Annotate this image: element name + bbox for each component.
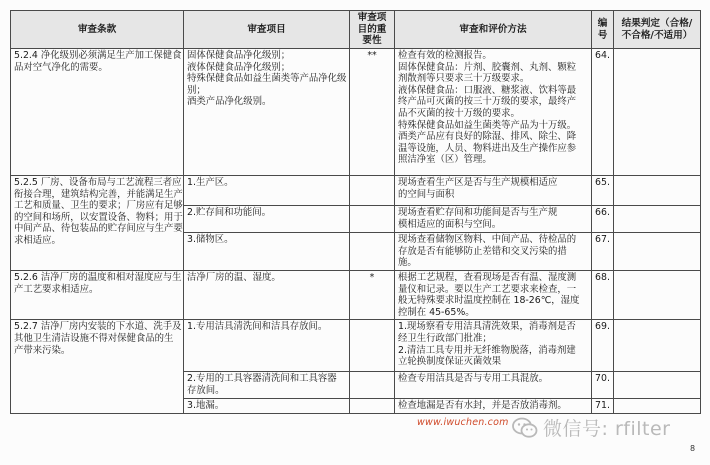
method-line: 固体保健食品：片剂、胶囊剂、丸剂、颗粒 bbox=[398, 61, 577, 73]
item-line: 3.地漏。 bbox=[187, 400, 225, 412]
table-header-row bbox=[11, 11, 701, 49]
method-cell bbox=[395, 49, 592, 176]
item-cell bbox=[184, 233, 350, 271]
item-line: 特殊保健食品如益生菌类等产品净化级 bbox=[187, 73, 347, 85]
result-cell[interactable] bbox=[614, 206, 701, 233]
header-result: 结果判定（合格/不合格/不适用） bbox=[614, 11, 701, 49]
method-cell bbox=[395, 271, 592, 320]
clause-cell bbox=[11, 320, 184, 414]
method-cell bbox=[395, 206, 592, 233]
site-url-mark: www.iwuchen.com bbox=[417, 417, 509, 428]
clause-line: 中间产品、待包装品的贮存间应与生产要 bbox=[14, 223, 183, 235]
clause-line: 的空间和场所，以安置设备、物料；用于 bbox=[14, 211, 183, 223]
item-line: 2.专用的工具容器清洗间和工具容器 bbox=[187, 373, 337, 385]
clause-line: 5.2.4 净化级别必须满足生产加工保健食 bbox=[14, 50, 182, 61]
number-cell: 69. bbox=[592, 320, 614, 372]
item-line: 3.储物区。 bbox=[187, 234, 234, 245]
method-cell bbox=[395, 320, 592, 372]
method-line: 检查地漏是否有水封，并是否放消毒剂。 bbox=[398, 400, 567, 412]
result-cell[interactable] bbox=[614, 49, 701, 176]
item-line: 1.专用洁具清洗间和洁具存放间。 bbox=[187, 321, 328, 333]
number-cell: 67. bbox=[592, 233, 614, 271]
number-cell: 65. bbox=[592, 176, 614, 206]
page-number: 8 bbox=[690, 444, 696, 453]
wechat-watermark bbox=[512, 414, 670, 441]
table-row bbox=[11, 176, 701, 206]
method-line: 终产品可灭菌的按三十万级的要求，最终产 bbox=[398, 96, 577, 108]
method-cell bbox=[395, 399, 592, 414]
importance-cell bbox=[350, 176, 395, 206]
method-line: 根据工艺规程，查看现场是否有温、湿度测 bbox=[398, 272, 577, 283]
item-line: 酒类产品净化级别。 bbox=[187, 96, 272, 108]
result-cell[interactable] bbox=[614, 233, 701, 271]
importance-cell: * bbox=[350, 271, 395, 320]
audit-table bbox=[10, 10, 701, 414]
method-cell bbox=[395, 233, 592, 271]
header-importance: 审查项目的重要性 bbox=[350, 11, 395, 49]
item-line: 1.生产区。 bbox=[187, 177, 234, 188]
item-line: 别； bbox=[187, 84, 206, 96]
method-line: 特殊保健食品如益生菌类等产品为十万级。 bbox=[398, 119, 577, 131]
item-line: 洁净厂房的温、湿度。 bbox=[187, 272, 281, 283]
item-line: 固体保健食品净化级别； bbox=[187, 50, 291, 61]
clause-line: 求相适应。 bbox=[14, 234, 61, 246]
item-cell bbox=[184, 320, 350, 372]
item-cell bbox=[184, 271, 350, 320]
method-line: 模相适应的面积与空间。 bbox=[398, 218, 502, 230]
number-cell: 64. bbox=[592, 49, 614, 176]
method-line: 照洁净室（区）管理。 bbox=[398, 154, 492, 166]
importance-cell bbox=[350, 320, 395, 372]
clause-line: 品对空气净化的需要。 bbox=[14, 61, 108, 73]
method-line: 2.清洁工具专用并无纤维物脱落，消毒剂建 bbox=[398, 344, 576, 356]
wechat-icon bbox=[512, 417, 538, 439]
clause-line: 产工艺要求相适应。 bbox=[14, 283, 99, 295]
table-row bbox=[11, 320, 701, 372]
clause-line: 工艺和质量、卫生的要求；厂房应有足够 bbox=[14, 200, 183, 212]
clause-line: 5.2.6 洁净厂房的温度和相对湿度应与生 bbox=[14, 272, 182, 283]
method-cell bbox=[395, 176, 592, 206]
result-cell[interactable] bbox=[614, 176, 701, 206]
header-clause: 审查条款 bbox=[11, 11, 184, 49]
item-cell bbox=[184, 399, 350, 414]
method-line: 酒类产品应有良好的除湿、排风、除尘、降 bbox=[398, 131, 577, 143]
method-line: 立轮换制度保证灭菌效果 bbox=[398, 356, 502, 368]
result-cell[interactable] bbox=[614, 372, 701, 399]
clause-line: 其他卫生清洁设施不得对保健食品的生 bbox=[14, 332, 174, 344]
clause-line: 衔接合理，建筑结构完善，并能满足生产 bbox=[14, 188, 183, 200]
clause-line: 5.2.7 洁净厂房内安装的下水道、洗手及 bbox=[14, 321, 182, 333]
table-row bbox=[11, 271, 701, 320]
number-cell: 66. bbox=[592, 206, 614, 233]
watermark-text: 微信号: rfilter bbox=[543, 418, 671, 440]
item-cell bbox=[184, 206, 350, 233]
result-cell[interactable] bbox=[614, 271, 701, 320]
header-item: 审查项目 bbox=[184, 11, 350, 49]
importance-cell bbox=[350, 233, 395, 271]
clause-line: 5.2.5 厂房、设备布局与工艺流程三者应 bbox=[14, 177, 182, 188]
method-line: 现场查看生产区是否与生产规模相适应 bbox=[398, 177, 558, 188]
method-line: 检查专用洁具是否与专用工具混放。 bbox=[398, 373, 549, 385]
method-line: 1.现场察看专用洁具清洗效果，消毒剂是否 bbox=[398, 321, 576, 333]
importance-cell bbox=[350, 399, 395, 414]
item-line: 2.贮存间和功能间。 bbox=[187, 207, 271, 218]
clause-cell bbox=[11, 176, 184, 271]
header-number: 编号 bbox=[592, 11, 614, 49]
method-line: 现场查看贮存间和功能间是否与生产规 bbox=[398, 207, 558, 218]
item-cell bbox=[184, 49, 350, 176]
method-line: 般无特殊要求时温度控制在 18-26℃，湿度 bbox=[398, 295, 580, 307]
method-line: 经卫生行政部门批准； bbox=[398, 332, 492, 344]
method-line: 现场查看储物区物料、中间产品、待检品的 bbox=[398, 234, 577, 245]
result-cell[interactable] bbox=[614, 399, 701, 414]
number-cell: 71. bbox=[592, 399, 614, 414]
method-cell bbox=[395, 372, 592, 399]
header-method: 审查和评价方法 bbox=[395, 11, 592, 49]
item-line: 存放间。 bbox=[187, 384, 225, 396]
method-line: 存放是否有能够防止差错和交叉污染的措 bbox=[398, 245, 567, 257]
clause-line: 产带来污染。 bbox=[14, 344, 71, 356]
clause-cell bbox=[11, 271, 184, 320]
importance-cell bbox=[350, 372, 395, 399]
method-line: 控制在 45-65%。 bbox=[398, 306, 475, 318]
result-cell[interactable] bbox=[614, 320, 701, 372]
clause-cell bbox=[11, 49, 184, 176]
method-line: 量仪和记录。要以生产工艺要求来检查，一 bbox=[398, 283, 577, 295]
method-line: 检查有效的检测报告。 bbox=[398, 50, 492, 61]
item-line: 液体保健食品净化级别； bbox=[187, 61, 291, 73]
number-cell: 68. bbox=[592, 271, 614, 320]
method-line: 施。 bbox=[398, 257, 417, 269]
table-row bbox=[11, 49, 701, 176]
importance-cell: ** bbox=[350, 49, 395, 176]
method-line: 的空间与面积 bbox=[398, 188, 455, 200]
importance-cell bbox=[350, 206, 395, 233]
item-cell bbox=[184, 372, 350, 399]
item-cell bbox=[184, 176, 350, 206]
method-line: 品不灭菌的按十万级的要求。 bbox=[398, 107, 520, 119]
number-cell: 70. bbox=[592, 372, 614, 399]
method-line: 剂散剂等只要求三十万级要求。 bbox=[398, 73, 530, 85]
method-line: 液体保健食品：口服液、糖浆液、饮料等最 bbox=[398, 84, 577, 96]
method-line: 温等设施，人员、物料进出及生产操作应参 bbox=[398, 142, 577, 154]
